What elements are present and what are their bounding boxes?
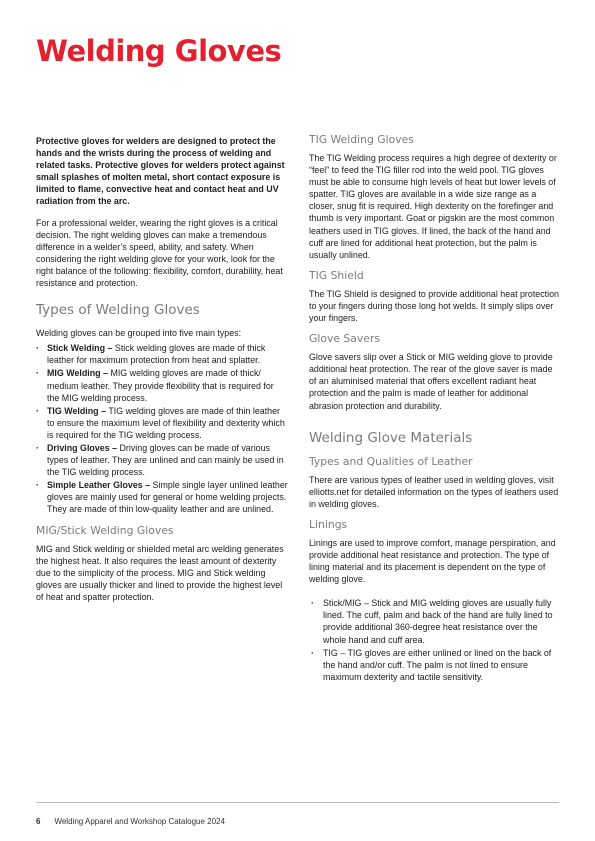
types-intro: Welding gloves can be grouped into five main types: [36,328,242,339]
list-item [36,479,288,515]
tig-shield-paragraph: The TIG Shield is designed to provide additional heat protection to your fingers during those long hot welds. It simply slips over your fingers. [309,288,559,324]
linings-heading: Linings [309,517,348,531]
list-item-term: TIG Welding – [47,405,107,416]
tig-shield-heading: TIG Shield [309,268,364,282]
tig-gloves-heading: TIG Welding Gloves [309,133,414,146]
list-item [36,442,288,478]
list-item-text: Stick welding gloves are made of thick leather for maximum protection from heat and splatter. [47,343,266,366]
page-title: Welding Gloves [36,34,282,68]
glove-savers-paragraph: Glove savers slip over a Stick or MIG welding glove to provide additional heat protection. The rear of the glove saver is made of an aluminised material that offers excellent radiant heat protection and the palm is made of leather for additional abrasion protection and durability. [309,352,553,411]
list-item [36,405,288,441]
list-item [36,342,288,366]
types-heading: Types of Welding Gloves [36,302,200,319]
list-item-term: Simple Leather Gloves – [47,480,151,491]
footer-divider [36,802,559,803]
list-item-text: MIG welding gloves are made of thick/ medium leather. They provide flexibility that is required for the MIG welding process. [47,368,274,403]
catalogue-title: Welding Apparel and Workshop Catalogue 2024 [54,817,225,826]
leather-heading: Types and Qualities of Leather [309,454,473,468]
list-item: · TIG – TIG gloves are either unlined or lined on the back of the hand and/or cuff. The palm is not lined to ensure maximum dexterity and tactile sensitivity. [309,647,561,683]
leather-paragraph: There are various types of leather used in welding gloves, visit elliotts.net for detailed information on the types of leathers used in welding gloves. [309,474,559,509]
mig-stick-paragraph: MIG and Stick welding or shielded metal arc welding generates the highest heat. It also requires the least amount of dexterity due to the simplicity of the process. MIG and Stick welding gloves are usually thicker and lined to provide the highest level of heat and spatter protection. [36,543,284,602]
list-item [36,367,288,403]
left-column [36,135,288,611]
linings-paragraph: Linings are used to improve comfort, manage perspiration, and provide additional heat resistance and protection. The type of lining material and its placement is dependent on the type of welding glove. [309,537,556,585]
intro-bold-paragraph: Protective gloves for welders are designed to protect the hands and the wrists during the process of welding and related tasks. Protective gloves for welders protect against small splashes of molten metal, short contact exposure is limited to flame, convective heat and contact heat and UV radiation from the arc. [36,136,285,207]
list-item-text: Simple single layer unlined leather gloves are mainly used for general or home welding projects. They are made of thin low-quality leather and are unlined. [47,480,288,515]
glove-savers-heading: Glove Savers [309,332,381,346]
right-column [309,133,561,691]
list-item: · Stick/MIG – Stick and MIG welding gloves are usually fully lined. The cuff, palm and back of the hand are fully lined to provide additional 360-degree heat resistance over the whole hand and cuff area. [309,597,561,645]
list-item-text: Driving gloves can be made of various types of leather. They are unlined and can mainly be used in the TIG welding process. [47,442,284,478]
tig-gloves-paragraph: The TIG Welding process requires a high degree of dexterity or “feel” to feed the TIG filler rod into the weld pool. TIG gloves must be able to consume high levels of heat but lower levels of spatter. TIG gloves are available in a wide size range as a closer, snug fit is required. High dexterity on the forefinger and thumb is very important. Goat or pigskin are the most common leathers used in TIG gloves. If lined, the back of the hand and cuff are lined for additional heat protection, but the palm is usually unlined. [309,153,557,260]
list-item-term: MIG Welding – [47,368,108,379]
list-item-term: Stick Welding – [47,343,113,354]
list-item-term: Driving Gloves – [47,442,118,453]
linings-list [309,597,561,683]
mig-stick-heading: MIG/Stick Welding Gloves [36,523,174,537]
types-list [36,342,288,515]
page-number: 6 [36,817,41,826]
materials-heading: Welding Glove Materials [309,429,473,446]
footer [36,817,225,826]
list-item-text: TIG welding gloves are made of thin leather to ensure the maximum level of flexibility and dexterity which is required for the TIG welding process. [47,405,285,440]
intro-paragraph: For a professional welder, wearing the right gloves is a critical decision. The right welding gloves can make a tremendous difference in a welder’s speed, ability, and safety. When considering the right welding glove for your work, look for the right balance of the following: flexibility, comfort, durability, heat resistance and protection. [36,217,283,289]
